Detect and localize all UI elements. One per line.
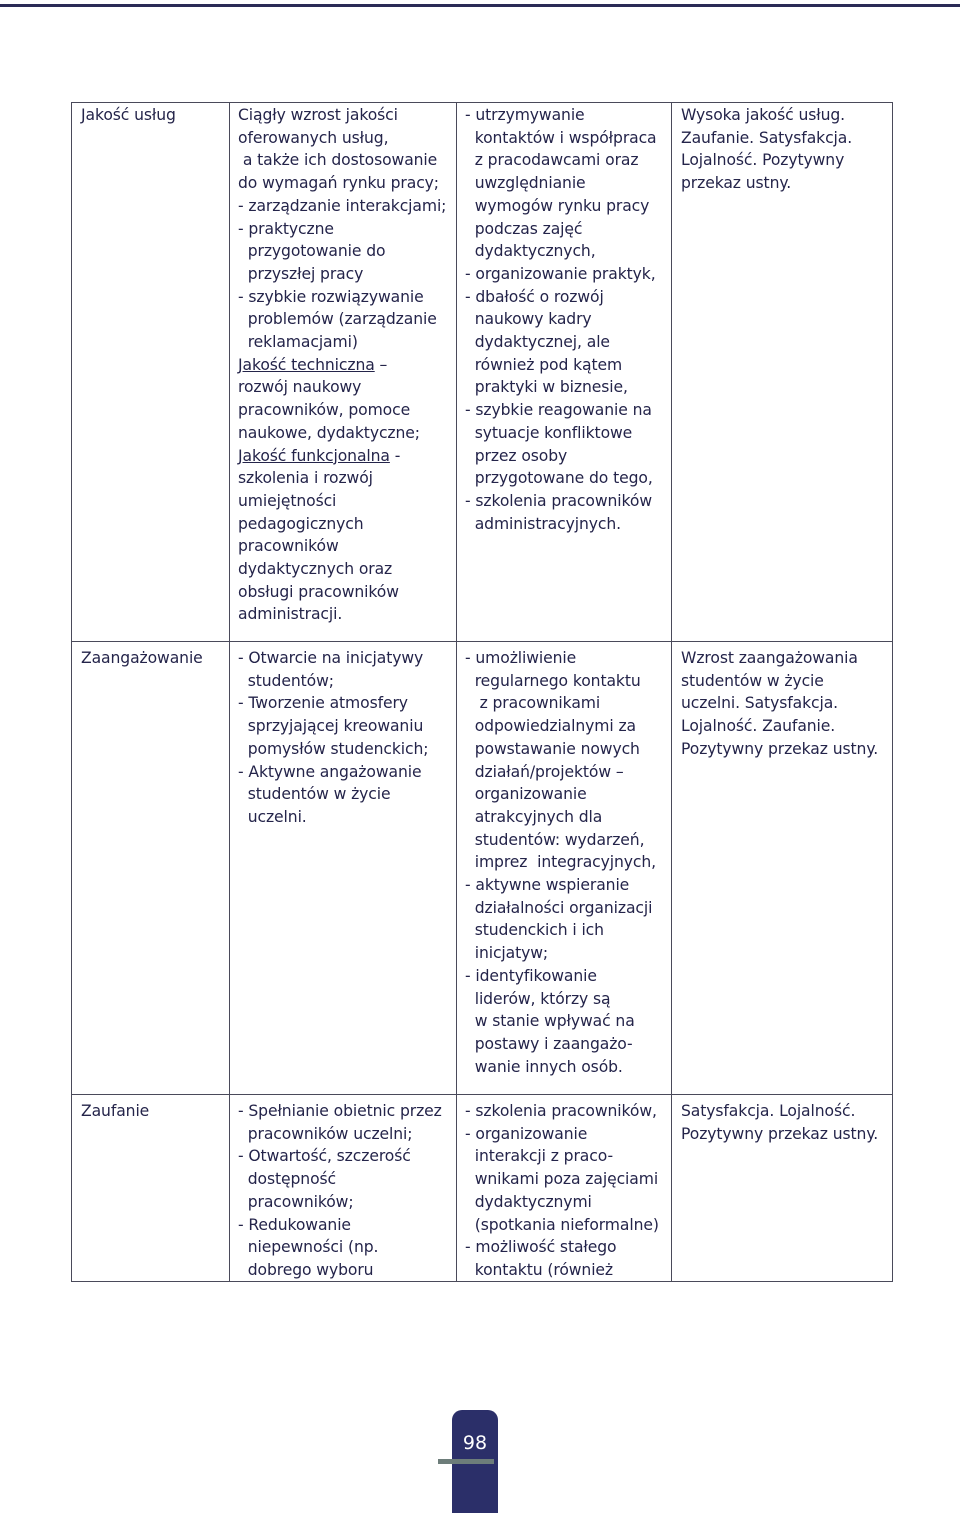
table-cell-line: dostępność: [238, 1170, 337, 1189]
table-cell-line: również pod kątem: [465, 355, 623, 374]
table-cell-line: działań/projektów –: [465, 762, 624, 781]
table-cell-line: a także ich dostosowanie: [238, 151, 438, 170]
table-border-left: [71, 102, 72, 1281]
table-cell-line: - utrzymywanie: [465, 106, 585, 124]
table-cell-line: - Otwarcie na inicjatywy: [238, 649, 424, 667]
table-cell-line: przez osoby: [465, 446, 568, 465]
row-divider-2: [71, 1094, 893, 1095]
table-cell-line: w stanie wpływać na: [465, 1012, 635, 1031]
table-cell-line: - zarządzanie interakcjami;: [238, 196, 447, 215]
table-cell-line: pracowników uczelni;: [238, 1124, 413, 1143]
table-cell-line: pracowników, pomoce: [238, 401, 411, 420]
row-jakosc-uslug-effects: [681, 104, 889, 195]
table-cell-line: - szybkie rozwiązywanie: [238, 287, 424, 306]
table-cell-line: interakcji z praco-: [465, 1147, 613, 1166]
table-border-right: [892, 102, 893, 1281]
table-cell-line: naukowe, dydaktyczne;: [238, 423, 420, 442]
table-cell-line: studentów: wydarzeń,: [465, 830, 645, 849]
table-cell-line: oferowanych usług,: [238, 128, 389, 147]
table-divider-2: [456, 102, 457, 1281]
table-cell-line: dobrego wyboru: [238, 1260, 374, 1279]
table-cell-line: - Tworzenie atmosfery: [238, 694, 408, 713]
table-cell-line: studentów;: [238, 671, 334, 690]
table-cell-line: przygotowanie do: [238, 242, 386, 261]
table-cell-line: Jakość funkcjonalna -: [238, 446, 401, 465]
table-cell-line: liderów, którzy są: [465, 989, 611, 1008]
table-cell-line: studentów w życie: [238, 785, 391, 804]
table-cell-line: Wysoka jakość usług.: [681, 106, 846, 124]
row-zaangazowanie-effects: [681, 647, 889, 761]
table-cell-line: naukowy kadry: [465, 310, 592, 329]
table-cell-line: Pozytywny przekaz ustny.: [681, 739, 879, 758]
table-cell-line: problemów (zarządzanie: [238, 310, 437, 329]
table-cell-line: Jakość usług: [81, 106, 176, 124]
table-cell-line: - szkolenia pracowników: [465, 491, 652, 510]
table-cell-line: do wymagań rynku pracy;: [238, 174, 439, 193]
table-cell-line: Zaufanie. Satysfakcja.: [681, 128, 853, 147]
table-cell-line: uczelni. Satysfakcja.: [681, 694, 839, 713]
table-cell-line: studenckich i ich: [465, 921, 604, 940]
table-cell-line: atrakcyjnych dla: [465, 807, 603, 826]
table-cell-line: uwzględnianie: [465, 174, 586, 193]
table-cell-line: Zaangażowanie: [81, 649, 203, 667]
table-cell-line: pomysłów studenckich;: [238, 739, 429, 758]
table-cell-line: szkolenia i rozwój: [238, 469, 373, 488]
table-cell-line: wanie innych osób.: [465, 1057, 623, 1076]
table-cell-line: Wzrost zaangażowania: [681, 649, 858, 667]
table-cell-line: (spotkania nieformalne): [465, 1215, 659, 1234]
table-cell-line: - możliwość stałego: [465, 1238, 617, 1257]
table-cell-line: pracowników;: [238, 1192, 354, 1211]
table-cell-line: regularnego kontaktu: [465, 671, 641, 690]
table-cell-line: - organizowanie praktyk,: [465, 264, 656, 283]
table-divider-3: [671, 102, 672, 1281]
table-cell-line: dydaktycznych,: [465, 242, 596, 261]
table-cell-line: postawy i zaangażo-: [465, 1034, 633, 1053]
table-cell-line: - Spełnianie obietnic przez: [238, 1102, 442, 1120]
page-number: 98: [462, 1432, 488, 1454]
table-cell-line: pracowników: [238, 537, 339, 556]
table-cell-line: Jakość techniczna –: [238, 355, 388, 374]
table-cell-line: studentów w życie: [681, 671, 824, 690]
table-cell-line: - organizowanie: [465, 1124, 588, 1143]
row-label-zaufanie: [81, 1100, 226, 1123]
row-zaufanie-effects: [681, 1100, 889, 1145]
table-cell-line: imprez integracyjnych,: [465, 853, 657, 872]
table-cell-line: wnikami poza zajęciami: [465, 1170, 659, 1189]
table-cell-line: - Redukowanie: [238, 1215, 351, 1234]
table-cell-line: działalności organizacji: [465, 898, 653, 917]
table-cell-line: Satysfakcja. Lojalność.: [681, 1102, 856, 1120]
table-cell-line: powstawanie nowych: [465, 739, 640, 758]
row-zaufanie-actions: [238, 1100, 454, 1282]
table-cell-line: podczas zajęć: [465, 219, 583, 238]
table-cell-line: odpowiedzialnymi za: [465, 717, 637, 736]
row-label-jakosc-uslug: [81, 104, 226, 127]
table-cell-line: Lojalność. Zaufanie.: [681, 717, 836, 736]
table-cell-line: - szkolenia pracowników,: [465, 1102, 657, 1120]
table-cell-line: - Aktywne angażowanie: [238, 762, 422, 781]
table-cell-line: przygotowane do tego,: [465, 469, 653, 488]
table-cell-line: uczelni.: [238, 807, 307, 826]
row-zaangazowanie-activities: [465, 647, 669, 1078]
table-cell-line: - dbałość o rozwój: [465, 287, 604, 306]
table-cell-line: rozwój naukowy: [238, 378, 362, 397]
row-label-zaangazowanie: [81, 647, 226, 670]
table-cell-line: przekaz ustny.: [681, 174, 792, 193]
table-cell-line: dydaktycznymi: [465, 1192, 592, 1211]
table-cell-line: - szybkie reagowanie na: [465, 401, 652, 420]
table-cell-line: z pracodawcami oraz: [465, 151, 639, 170]
table-cell-line: sytuacje konfliktowe: [465, 423, 633, 442]
table-cell-line: praktyki w biznesie,: [465, 378, 628, 397]
table-cell-line: z pracownikami: [465, 694, 601, 713]
table-cell-line: wymogów rynku pracy: [465, 196, 650, 215]
table-cell-line: - identyfikowanie: [465, 966, 597, 985]
table-cell-line: organizowanie: [465, 785, 587, 804]
table-cell-line: pedagogicznych: [238, 514, 364, 533]
row-zaangazowanie-actions: [238, 647, 454, 829]
table-cell-line: Pozytywny przekaz ustny.: [681, 1124, 879, 1143]
row-divider-1: [71, 641, 893, 642]
table-cell-line: - aktywne wspieranie: [465, 876, 630, 895]
table-cell-line: dydaktycznej, ale: [465, 333, 610, 352]
table-cell-line: kontaktów i współpraca: [465, 128, 657, 147]
table-cell-line: - Otwartość, szczerość: [238, 1147, 411, 1166]
table-cell-line: dydaktycznych oraz: [238, 560, 393, 579]
table-cell-line: administracyjnych.: [465, 514, 621, 533]
table-border-top: [71, 102, 893, 103]
row-zaufanie-activities: [465, 1100, 669, 1282]
table-cell-line: administracji.: [238, 605, 343, 624]
table-cell-line: Lojalność. Pozytywny: [681, 151, 845, 170]
table-cell-line: inicjatyw;: [465, 944, 549, 963]
table-cell-line: obsługi pracowników: [238, 582, 399, 601]
table-cell-line: niepewności (np.: [238, 1238, 379, 1257]
table-cell-line: Ciągły wzrost jakości: [238, 106, 398, 124]
page-number-bar: [438, 1459, 494, 1464]
table-cell-line: - praktyczne: [238, 219, 334, 238]
table-cell-line: sprzyjającej kreowaniu: [238, 717, 424, 736]
row-jakosc-uslug-actions: [238, 104, 454, 626]
table-cell-line: - umożliwienie: [465, 649, 577, 667]
table-cell-line: przyszłej pracy: [238, 264, 364, 283]
table-cell-line: umiejętności: [238, 491, 337, 510]
row-jakosc-uslug-activities: [465, 104, 669, 535]
table-cell-line: reklamacjami): [238, 333, 358, 352]
table-divider-1: [229, 102, 230, 1281]
table-cell-line: Zaufanie: [81, 1102, 150, 1120]
table-cell-line: kontaktu (również: [465, 1260, 614, 1279]
